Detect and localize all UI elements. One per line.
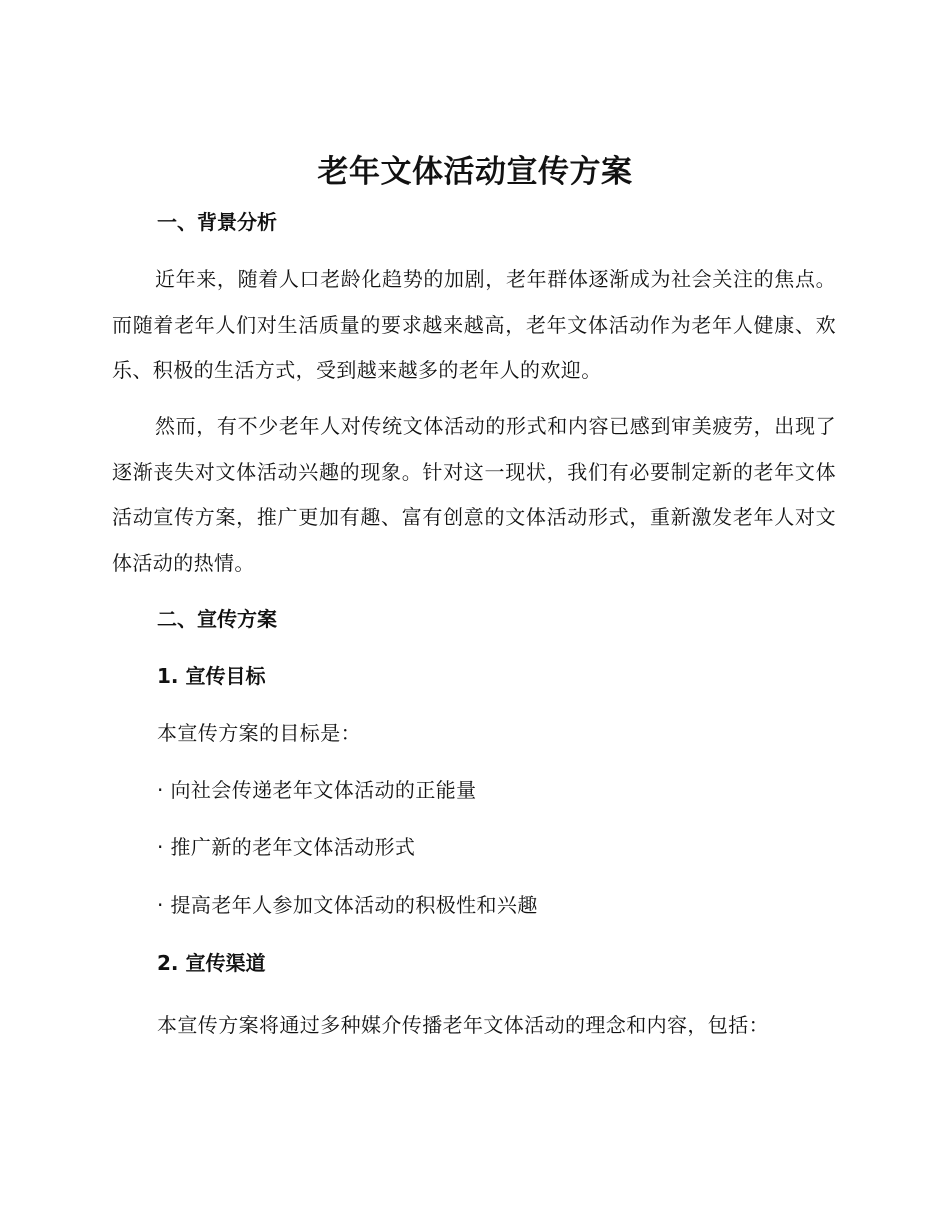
- list-item: · 提高老年人参加文体活动的积极性和兴趣: [157, 893, 538, 917]
- section-heading-background: 一、背景分析: [157, 210, 277, 234]
- document-title: 老年文体活动宣传方案: [317, 154, 633, 190]
- goals-intro: 本宣传方案的目标是：: [157, 721, 361, 745]
- paragraph-background-2: 然而，有不少老年人对传统文体活动的形式和内容已感到审美疲劳，出现了逐渐丧失对文体活动兴趣的现象。针对这一现状，我们有必要制定新的老年文体活动宣传方案，推广更加有趣、富有创意的文体活动形式，重新激发老年人对文体活动的热情。: [112, 414, 836, 575]
- channels-intro: 本宣传方案将通过多种媒介传播老年文体活动的理念和内容，包括：: [157, 1013, 769, 1037]
- list-item: · 向社会传递老年文体活动的正能量: [157, 778, 477, 802]
- list-item: · 推广新的老年文体活动形式: [157, 835, 416, 859]
- subsection-heading-goals: 1. 宣传目标: [157, 664, 266, 688]
- section-heading-plan: 二、宣传方案: [157, 607, 277, 631]
- paragraph-background-1: 近年来，随着人口老龄化趋势的加剧，老年群体逐渐成为社会关注的焦点。而随着老年人们对生活质量的要求越来越高，老年文体活动作为老年人健康、欢乐、积极的生活方式，受到越来越多的老年人的欢迎。: [112, 267, 836, 382]
- subsection-heading-channels: 2. 宣传渠道: [157, 951, 266, 975]
